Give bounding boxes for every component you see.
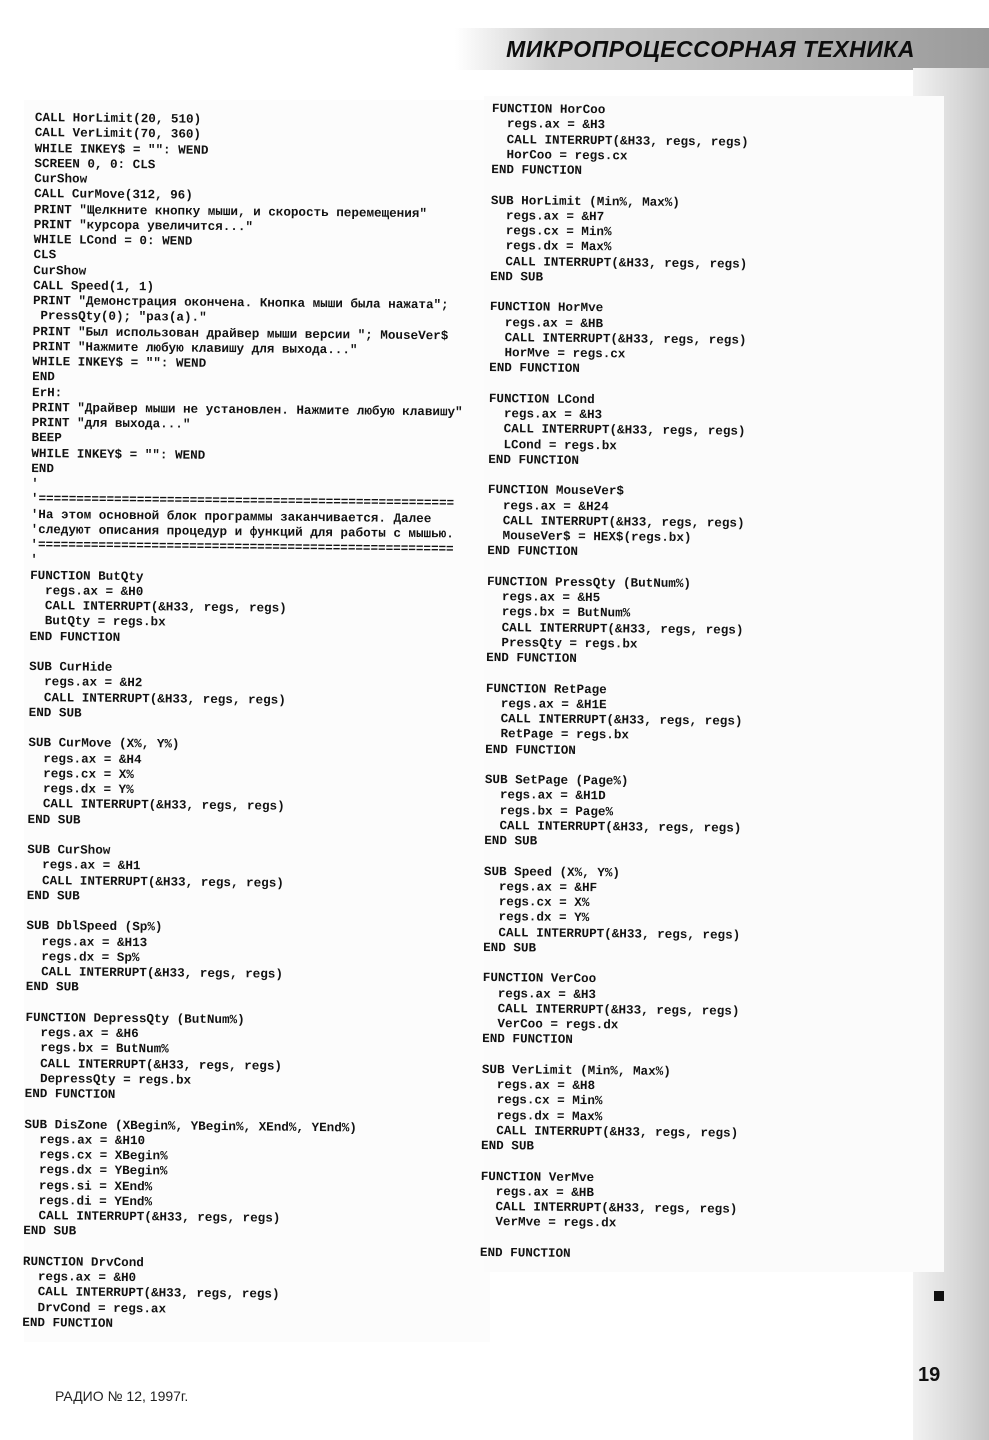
code-line: regs.ax = &H3 (488, 406, 603, 423)
code-line: PressQty(0); "раз(а)." (32, 309, 207, 326)
code-line: regs.ax = &H0 (22, 1269, 137, 1286)
code-line: regs.ax = &HF (483, 879, 598, 895)
code-line: SUB Speed (X%, Y%) (483, 864, 621, 880)
code-line: FUNCTION MouseVer$ (487, 483, 625, 499)
code-line: LCond = regs.bx (488, 437, 617, 453)
code-line: CALL HorLimit(20, 510) (34, 111, 202, 127)
code-line: CALL INTERRUPT(&H33, regs, regs) (23, 1208, 281, 1226)
code-line: END SUB (25, 980, 79, 995)
code-line: CALL Speed(1, 1) (33, 278, 155, 295)
code-line: CALL INTERRUPT(&H33, regs, regs) (487, 513, 745, 531)
code-line: SCREEN 0, 0: CLS (34, 156, 156, 173)
code-line: CALL INTERRUPT(&H33, regs, regs) (27, 797, 285, 814)
code-line: SUB CurMove (X%, Y%) (28, 736, 180, 752)
code-line: '======================================================= (30, 537, 454, 557)
code-line: PressQty = regs.bx (486, 635, 638, 652)
code-line: END SUB (490, 269, 544, 285)
code-line: regs.cx = X% (27, 766, 134, 782)
code-line: PRINT "Нажмите любую клавишу для выхода..." (32, 339, 358, 358)
code-line: ' (30, 553, 38, 568)
code-line: regs.ax = &H1 (27, 858, 141, 874)
code-line: SUB VerLimit (Min%, Max%) (481, 1062, 671, 1079)
code-line: regs.ax = &H1D (484, 788, 606, 804)
code-line: FUNCTION PressQty (ButNum%) (486, 574, 692, 591)
code-line: END SUB (26, 888, 80, 904)
code-line: 'На этом основной блок программы заканчивается. Далее (30, 507, 432, 526)
code-line: WHILE INKEY$ = "": WEND (34, 141, 209, 158)
code-line: ErH: (31, 385, 63, 400)
code-line: regs.dx = Sp% (26, 949, 140, 965)
code-line: regs.di = YEnd% (23, 1193, 153, 1210)
code-line: END (32, 370, 55, 385)
code-listing-left (22, 111, 465, 1335)
code-line: regs.bx = ButNum% (486, 605, 631, 621)
code-line: PRINT "курсора увеличится..." (33, 217, 254, 235)
code-line: PRINT "Демонстрация окончена. Кнопка мыши была нажата"; (32, 293, 449, 313)
code-line: CALL INTERRUPT(&H33, regs, regs) (482, 1001, 740, 1019)
code-line: CALL INTERRUPT(&H33, regs, regs) (491, 132, 749, 150)
code-line: SUB CurShow (27, 842, 111, 858)
code-line: CALL INTERRUPT(&H33, regs, regs) (485, 711, 743, 729)
code-line: CALL INTERRUPT(&H33, regs, regs) (22, 1285, 280, 1302)
code-line: ButQty = regs.bx (29, 614, 166, 630)
code-line: CALL INTERRUPT(&H33, regs, regs) (490, 254, 748, 272)
code-line: SUB SetPage (Page%) (484, 772, 629, 789)
code-line: FUNCTION VerCoo (482, 971, 597, 987)
code-line: END SUB (483, 940, 537, 956)
code-line: END SUB (484, 833, 538, 849)
code-line: regs.ax = &H6 (25, 1025, 139, 1042)
code-line: PRINT "Драйвер мыши не установлен. Нажмите любую клавишу" (31, 400, 463, 420)
code-line: CALL INTERRUPT(&H33, regs, regs) (29, 598, 287, 616)
code-line: CALL INTERRUPT(&H33, regs, regs) (483, 925, 741, 943)
page-number: 19 (918, 1364, 941, 1386)
code-line: regs.ax = &H3 (491, 117, 606, 133)
code-line: regs.cx = X% (483, 894, 590, 911)
code-line: WHILE LCond = 0: WEND (33, 232, 193, 249)
code-line: END FUNCTION (479, 1245, 571, 1261)
code-line: PRINT "для выхода..." (31, 415, 191, 432)
code-line: END SUB (480, 1138, 535, 1154)
code-line: END FUNCTION (486, 650, 577, 666)
code-line: ' (31, 476, 39, 492)
code-line: CALL CurMove(312, 96) (34, 187, 193, 203)
code-line: regs.si = XEnd% (23, 1178, 153, 1194)
code-line: CLS (33, 248, 57, 263)
code-line: CALL INTERRUPT(&H33, regs, regs) (24, 1056, 283, 1074)
code-line: regs.ax = &H13 (26, 934, 148, 950)
code-line: END FUNCTION (24, 1086, 116, 1102)
code-line: END FUNCTION (29, 629, 121, 645)
code-line: regs.ax = &HB (480, 1184, 595, 1200)
code-line: FUNCTION VerMve (480, 1169, 595, 1185)
code-line: END FUNCTION (489, 361, 580, 377)
code-line: CALL INTERRUPT(&H33, regs, regs) (484, 818, 742, 836)
code-line: MouseVer$ = HEX$(regs.bx) (487, 528, 692, 546)
code-line: regs.ax = &H2 (28, 675, 143, 691)
code-line: regs.ax = &H8 (481, 1077, 596, 1094)
code-line: END (31, 461, 55, 476)
code-line: regs.dx = Y% (483, 910, 590, 926)
code-line: regs.cx = Min% (490, 223, 612, 240)
code-line: CALL INTERRUPT(&H33, regs, regs) (481, 1123, 739, 1141)
code-line: HorCoo = regs.cx (491, 147, 628, 164)
code-line: regs.cx = XBegin% (23, 1147, 168, 1164)
code-line: END SUB (28, 705, 82, 721)
code-line: regs.ax = &H4 (28, 751, 142, 767)
code-line: PRINT "Щелкните кнопку мыши, и скорость перемещения" (33, 202, 428, 221)
code-line: regs.dx = YBegin% (23, 1163, 168, 1179)
code-line: CALL INTERRUPT(&H33, regs, regs) (486, 620, 744, 638)
code-line: regs.ax = &H7 (490, 208, 605, 224)
code-line: RetPage = regs.bx (485, 727, 630, 743)
code-line: regs.bx = Page% (484, 803, 614, 819)
code-line: BEEP (31, 431, 62, 446)
code-line: FUNCTION LCond (488, 391, 595, 407)
code-line: SUB HorLimit (Min%, Max%) (490, 193, 680, 210)
code-line: DrvCond = regs.ax (22, 1300, 167, 1316)
code-line: END SUB (23, 1224, 77, 1239)
code-line: regs.dx = Max% (481, 1108, 603, 1124)
code-line: END SUB (27, 812, 81, 828)
code-line: WHILE INKEY$ = "": WEND (32, 354, 207, 371)
code-line: VerMve = regs.dx (480, 1215, 617, 1231)
code-line: regs.ax = &H1E (485, 696, 607, 712)
code-line: END FUNCTION (488, 452, 580, 468)
code-line: 'следуют описания процедур и функций для работы с мышью. (30, 522, 454, 542)
code-line: RUNCTION DrvCond (22, 1254, 144, 1270)
code-line: FUNCTION HorCoo (491, 102, 606, 118)
code-line: regs.cx = Min% (481, 1093, 603, 1109)
code-line: CALL VerLimit(70, 360) (34, 126, 202, 142)
code-line: SUB DisZone (XBegin%, YBegin%, XEnd%, YEnd%) (24, 1117, 357, 1135)
code-line: HorMve = regs.cx (489, 345, 626, 362)
code-line: regs.ax = &H24 (487, 498, 609, 514)
code-listing-right (480, 102, 902, 1265)
code-line: END FUNCTION (485, 742, 576, 758)
end-of-article-mark (934, 1291, 944, 1301)
code-line: FUNCTION ButQty (30, 568, 144, 584)
issue-footer: РАДИО № 12, 1997г. (55, 1388, 189, 1404)
code-line: CALL INTERRUPT(&H33, regs, regs) (489, 330, 747, 348)
code-line: CurShow (33, 263, 87, 279)
code-line: CALL INTERRUPT(&H33, regs, regs) (26, 873, 284, 891)
code-line: END FUNCTION (22, 1315, 114, 1331)
code-line: regs.ax = &H10 (24, 1132, 146, 1148)
code-line: regs.bx = ButNum% (25, 1041, 169, 1057)
code-line: SUB DblSpeed (Sp%) (26, 919, 163, 935)
code-line: VerCoo = regs.dx (482, 1016, 619, 1033)
code-line: FUNCTION HorMve (489, 300, 604, 316)
code-line: regs.dx = Y% (27, 781, 134, 798)
code-line: '======================================================= (30, 492, 455, 511)
code-line: END FUNCTION (487, 544, 579, 560)
code-line: CALL INTERRUPT(&H33, regs, regs) (25, 964, 284, 982)
code-line: CurShow (34, 171, 88, 187)
code-line: regs.ax = &HB (489, 315, 604, 331)
code-line: regs.dx = Max% (490, 239, 612, 255)
code-line: regs.ax = &H5 (486, 589, 601, 606)
code-line: END FUNCTION (491, 162, 583, 178)
code-line: regs.ax = &H3 (482, 986, 597, 1002)
code-line: SUB CurHide (29, 659, 113, 675)
section-title: МИКРОПРОЦЕССОРНАЯ ТЕХНИКА (506, 36, 915, 62)
code-line: PRINT "Был использован драйвер мыши версии "; MouseVer$ (32, 324, 449, 343)
code-line: END FUNCTION (482, 1032, 573, 1048)
code-line: FUNCTION DepressQty (ButNum%) (25, 1010, 245, 1027)
code-line: WHILE INKEY$ = "": WEND (31, 446, 206, 463)
code-line: DepressQty = regs.bx (24, 1071, 192, 1088)
code-line: FUNCTION RetPage (485, 681, 607, 697)
code-line: CALL INTERRUPT(&H33, regs, regs) (28, 690, 286, 708)
code-line: CALL INTERRUPT(&H33, regs, regs) (488, 422, 746, 439)
code-line: CALL INTERRUPT(&H33, regs, regs) (480, 1199, 738, 1217)
code-line: regs.ax = &H0 (29, 583, 144, 599)
